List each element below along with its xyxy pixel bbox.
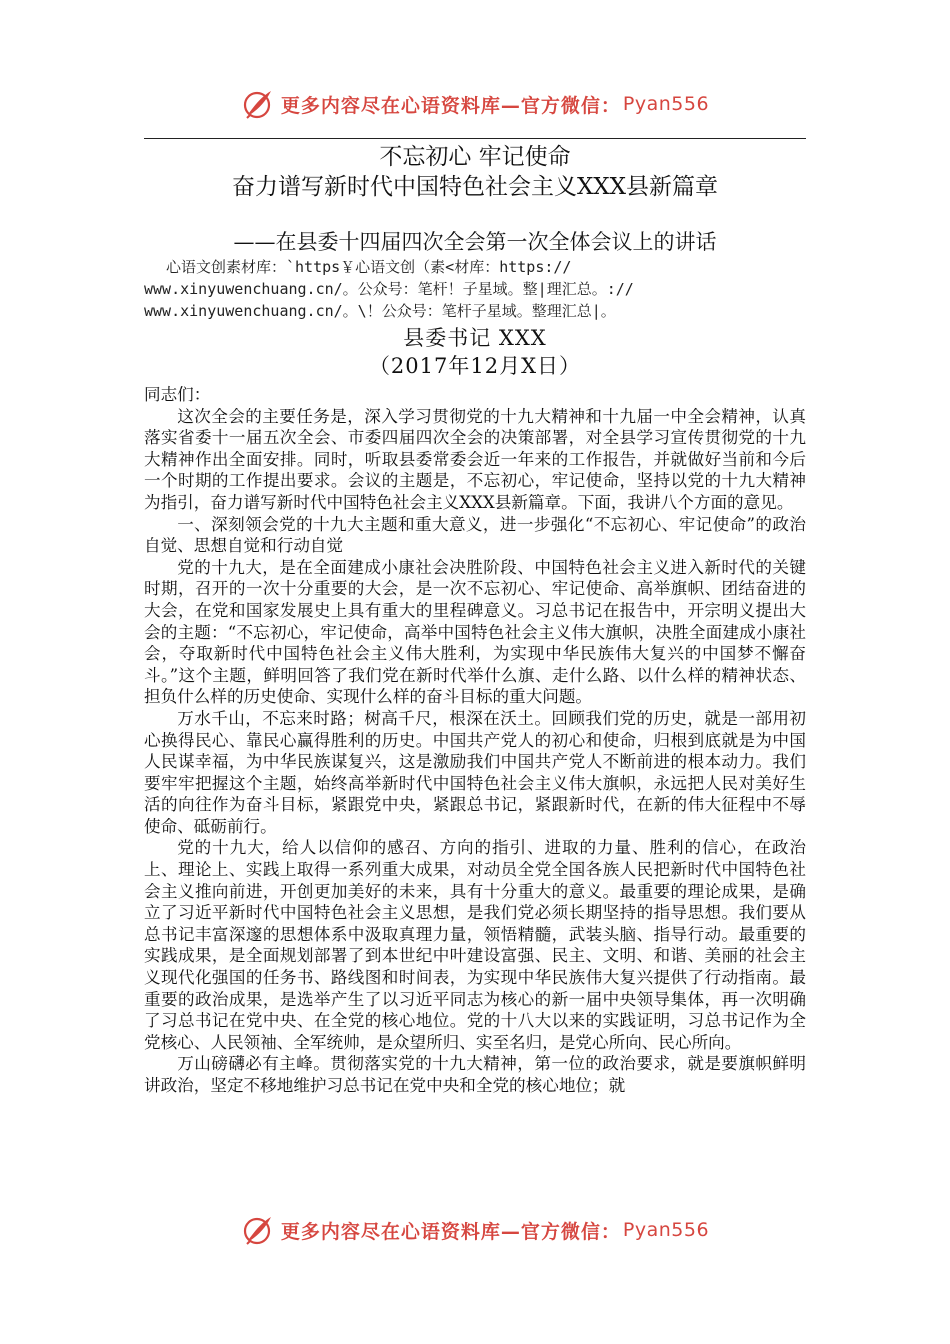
- source-line-1: 心语文创素材库：`https￥心语文创（素<材库：https://: [166, 258, 572, 276]
- banner-wechat-id: Pyan556: [622, 1219, 710, 1241]
- speech-date: （2017年12月X日）: [368, 354, 582, 378]
- section-heading: 一、深刻领会党的十九大主题和重大意义，进一步强化“不忘初心、牢记使命”的政治自觉、思想自觉和行动自觉: [144, 514, 806, 556]
- author: 县委书记 XXX: [403, 326, 547, 350]
- banner-text: 更多内容尽在心语资料库—官方微信：: [280, 1220, 621, 1243]
- title-line-1: 不忘初心 牢记使命: [379, 144, 571, 170]
- paragraph: 万水千山，不忘来时路；树高千尺，根深在沃土。回顾我们党的历史，就是一部用初心换得民心、靠民心赢得胜利的历史。中国共产党人的初心和使命，归根到底就是为中国人民谋幸福，为中华民族谋复兴，这是激励我们中国共产党人不断前进的根本动力。我们要牢牢把握这个主题，始终高举新时代中国特色社会主义伟大旗帜，永远把人民对美好生活的向往作为奋斗目标，紧跟党中央，紧跟总书记，紧跟新时代，在新的伟大征程中不辱使命、砥砺前行。: [144, 708, 806, 836]
- subtitle: ——在县委十四届四次全会第一次全体会议上的讲话: [233, 230, 717, 254]
- document-page: [144, 142, 806, 1097]
- paragraph: 党的十九大，是在全面建成小康社会决胜阶段、中国特色社会主义进入新时代的关键时期，召开的一次十分重要的大会，是一次不忘初心、牢记使命、高举旗帜、团结奋进的大会，在党和国家发展史上具有重大的里程碑意义。习总书记在报告中，开宗明义提出大会的主题：“不忘初心，牢记使命，高举中国特色社会主义伟大旗帜，决胜全面建成小康社会，夺取新时代中国特色社会主义伟大胜利，为实现中华民族伟大复兴的中国梦不懈奋斗。”这个主题，鲜明回答了我们党在新时代举什么旗、走什么路、以什么样的精神状态、担负什么样的历史使命、实现什么样的奋斗目标的重大问题。: [144, 557, 806, 707]
- quill-logo-icon: [241, 87, 275, 121]
- footer-banner: [0, 1210, 950, 1250]
- paragraph: 这次全会的主要任务是，深入学习贯彻党的十九大精神和十九届一中全会精神，认真落实省委十一届五次全会、市委四届四次全会的决策部署，对全县学习宣传贯彻党的十九大精神作出全面安排。同时，听取县委常委会近一年来的工作报告，并就做好当前和今后一个时期的工作提出要求。会议的主题是，不忘初心，牢记使命，坚持以党的十九大精神为指引，奋力谱写新时代中国特色社会主义XXX县新篇章。下面，我讲八个方面的意见。: [144, 406, 806, 512]
- header-divider: [144, 138, 806, 139]
- banner-text: 更多内容尽在心语资料库—官方微信：: [280, 94, 621, 117]
- source-line-3: www.xinyuwenchuang.cn/。\！公众号：笔杆子星域。整理汇总|。: [144, 302, 616, 320]
- quill-logo-icon: [241, 1213, 275, 1247]
- paragraph: 万山磅礴必有主峰。贯彻落实党的十九大精神，第一位的政治要求，就是要旗帜鲜明讲政治，坚定不移地维护习总书记在党中央和全党的核心地位；就: [144, 1054, 806, 1095]
- header-banner: [0, 84, 950, 124]
- source-line-2: www.xinyuwenchuang.cn/。公众号：笔杆！子星域。整|理汇总。://: [144, 280, 634, 298]
- speech-body: [144, 384, 806, 1097]
- title-line-2: 奋力谱写新时代中国特色社会主义XXX县新篇章: [231, 174, 719, 200]
- paragraph: 党的十九大，给人以信仰的感召、方向的指引、进取的力量、胜利的信心，在政治上、理论上、实践上取得一系列重大成果，对动员全党全国各族人民把新时代中国特色社会主义推向前进，开创更加美好的未来，具有十分重大的意义。最重要的理论成果，是确立了习近平新时代中国特色社会主义思想，是我们党必须长期坚持的指导思想。我们要从总书记丰富深邃的思想体系中汲取真理力量，领悟精髓，武装头脑、指导行动。最重要的实践成果，是全面规划部署了到本世纪中叶建设富强、民主、文明、和谐、美丽的社会主义现代化强国的任务书、路线图和时间表，为实现中华民族伟大复兴提供了行动指南。最重要的政治成果，是选举产生了以习近平同志为核心的新一届中央领导集体，再一次明确了习总书记在党中央、在全党的核心地位。党的十八大以来的实践证明，习总书记作为全党核心、人民领袖、全军统帅，是众望所归、实至名归，是党心所向、民心所向。: [144, 838, 806, 1052]
- source-note: [144, 256, 806, 322]
- banner-wechat-id: Pyan556: [622, 93, 710, 115]
- salutation: 同志们：: [144, 385, 211, 404]
